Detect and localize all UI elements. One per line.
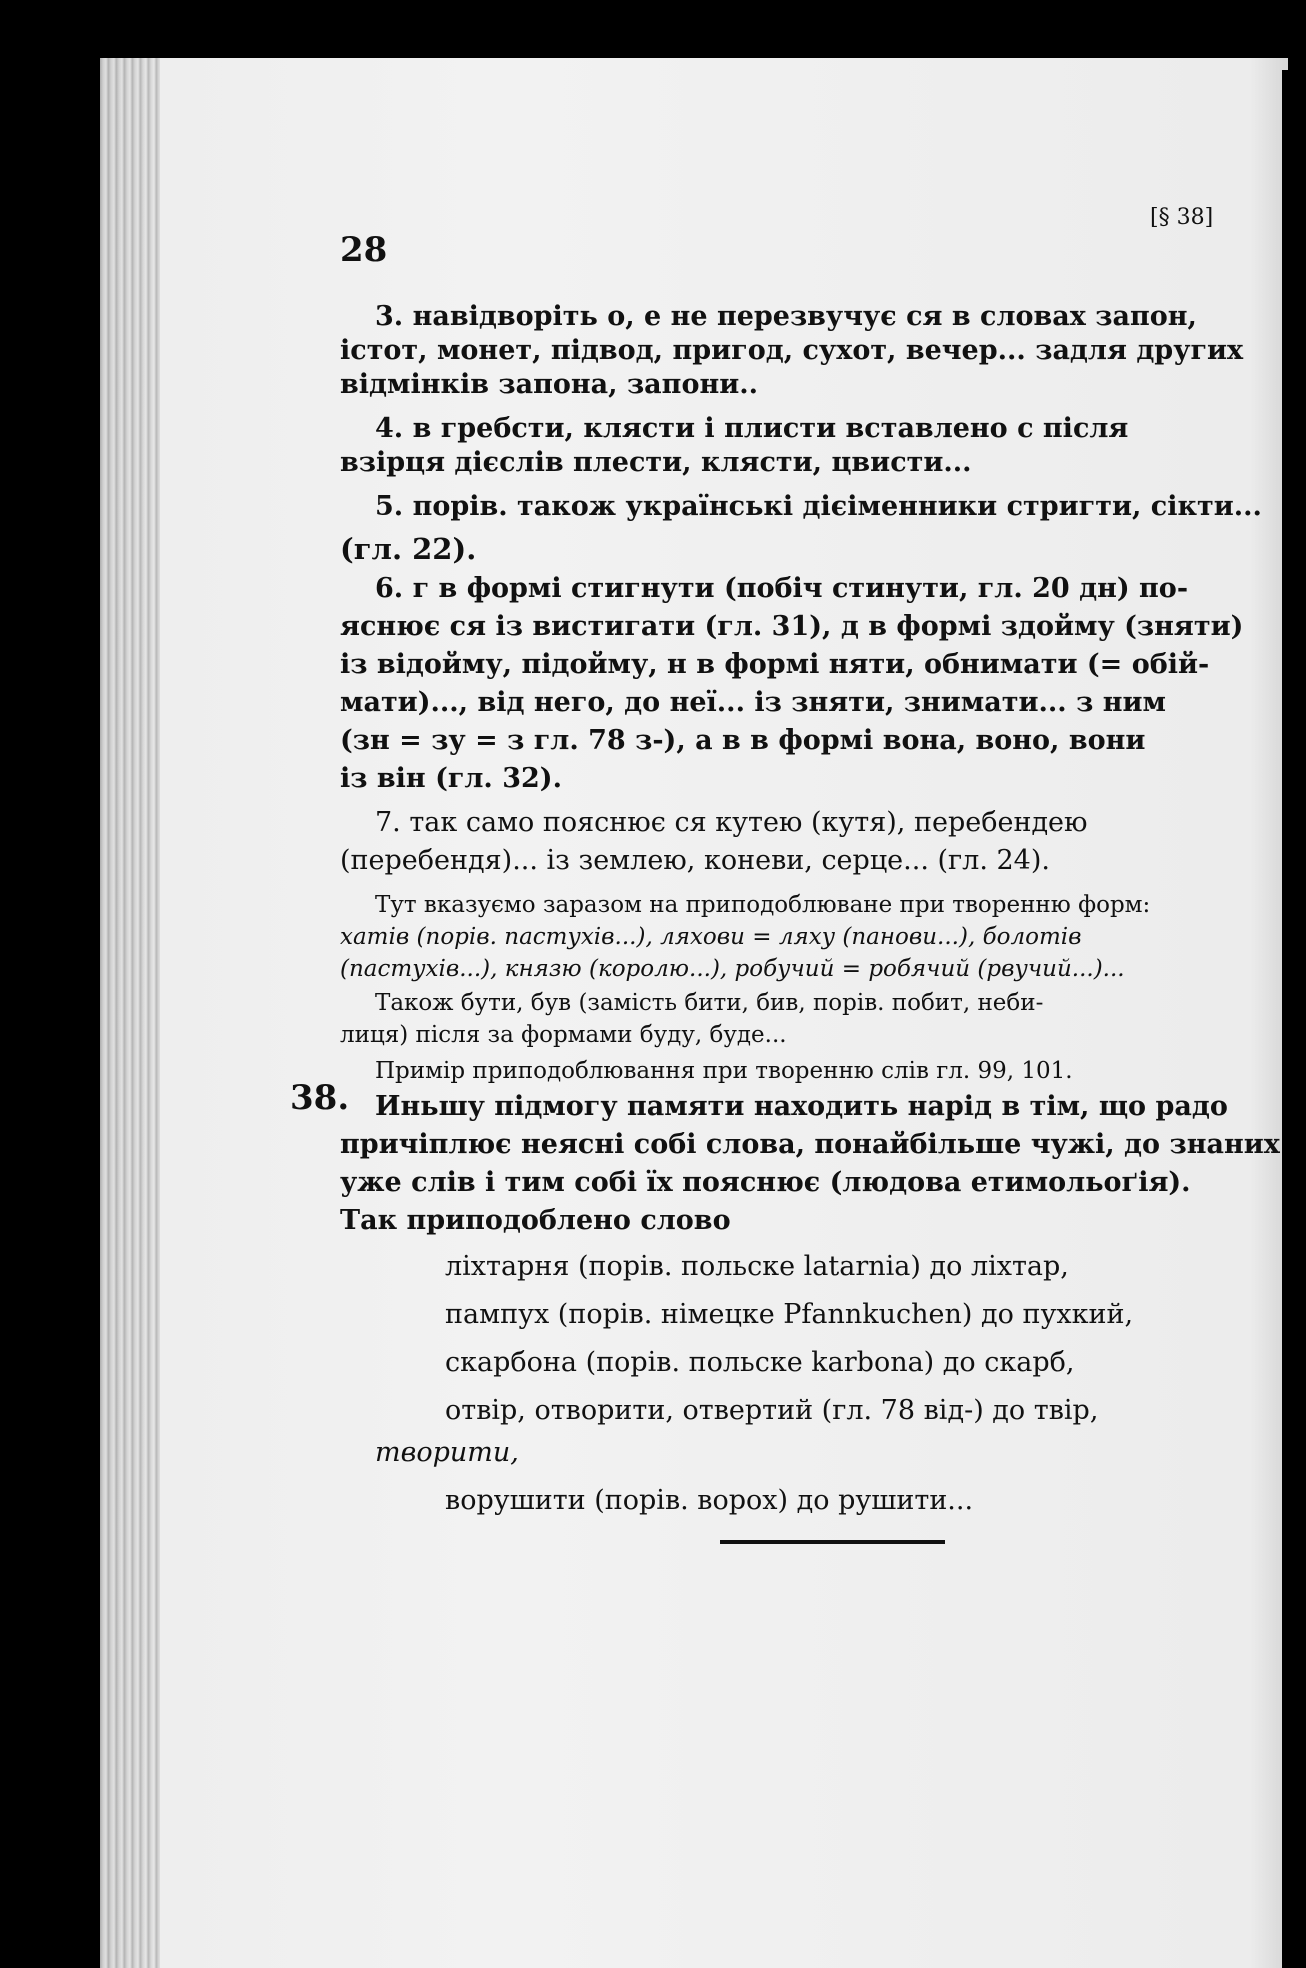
text-line: (гл. 22). <box>340 532 477 566</box>
section-number: 38. <box>290 1078 350 1118</box>
text-line: із відойму, підойму, н в формі няти, обнимати (= обій- <box>340 649 1210 680</box>
text-line: Також бути, був (замість бити, бив, порів. побит, неби- <box>375 990 1044 1016</box>
section-reference: [§ 38] <box>1150 205 1214 230</box>
text-line: скарбона (порів. польске karbona) до скарб, <box>445 1347 1075 1378</box>
text-line: Иньшу підмогу памяти находить нарід в тім, що радо <box>375 1091 1228 1122</box>
text-line: творити, <box>375 1437 519 1468</box>
text-line: лиця) після за формами буду, буде... <box>340 1022 787 1048</box>
text-line: ворушити (порів. ворох) до рушити... <box>445 1485 974 1516</box>
text-line: 5. порів. також українські дієіменники стригти, сікти... <box>375 491 1262 522</box>
text-line: взірця дієслів плести, клясти, цвисти... <box>340 447 972 478</box>
text-line: Тут вказуємо заразом на приподоблюване при творенню форм: <box>375 892 1151 918</box>
end-rule <box>720 1540 945 1544</box>
text-line: із він (гл. 32). <box>340 763 562 794</box>
text-line: істот, монет, підвод, пригод, сухот, вечер... задля других <box>340 335 1244 366</box>
text-line: 7. так само пояснює ся кутею (кутя), перебендею <box>375 807 1088 838</box>
page-gutter-shadow <box>1282 70 1296 1968</box>
text-line: мати)..., від него, до неї... із зняти, знимати... з ним <box>340 687 1166 718</box>
text-line: 6. г в формі стигнути (побіч стинути, гл. 20 дн) по- <box>375 573 1189 604</box>
text-line: пампух (порів. німецке Pfannkuchen) до пухкий, <box>445 1299 1134 1330</box>
text-line: ліхтарня (порів. польске latarnia) до ліхтар, <box>445 1251 1069 1282</box>
text-line: 3. навідворіть о, е не перезвучує ся в словах запон, <box>375 301 1197 332</box>
text-line: (зн = зу = з гл. 78 з-), а в в формі вона, воно, вони <box>340 725 1146 756</box>
text-line: отвір, отворити, отвертий (гл. 78 від-) до твір, <box>445 1395 1099 1426</box>
page-edge-stack <box>100 58 160 1968</box>
text-line: (пастухів...), князю (королю...), робучий = робячий (рвучий...)... <box>340 956 1125 982</box>
text-line: причіплює неясні собі слова, понайбільше чужі, до знаних <box>340 1129 1280 1160</box>
text-line: відмінків запона, запони.. <box>340 369 759 400</box>
text-line: 4. в гребсти, клясти і плисти вставлено с після <box>375 413 1129 444</box>
text-line: яснює ся із вистигати (гл. 31), д в формі здойму (зняти) <box>340 611 1244 642</box>
text-line: Примір приподоблювання при творенню слів гл. 99, 101. <box>375 1058 1073 1084</box>
text-line: уже слів і тим собі їх пояснює (людова етимольоґія). <box>340 1167 1191 1198</box>
text-line: хатів (порів. пастухів...), ляхови = ляху (панови...), болотів <box>340 924 1082 950</box>
text-line: (перебендя)... із землею, коневи, серце... (гл. 24). <box>340 845 1050 876</box>
page-number: 28 <box>340 230 388 270</box>
text-line: Так приподоблено слово <box>340 1205 731 1236</box>
